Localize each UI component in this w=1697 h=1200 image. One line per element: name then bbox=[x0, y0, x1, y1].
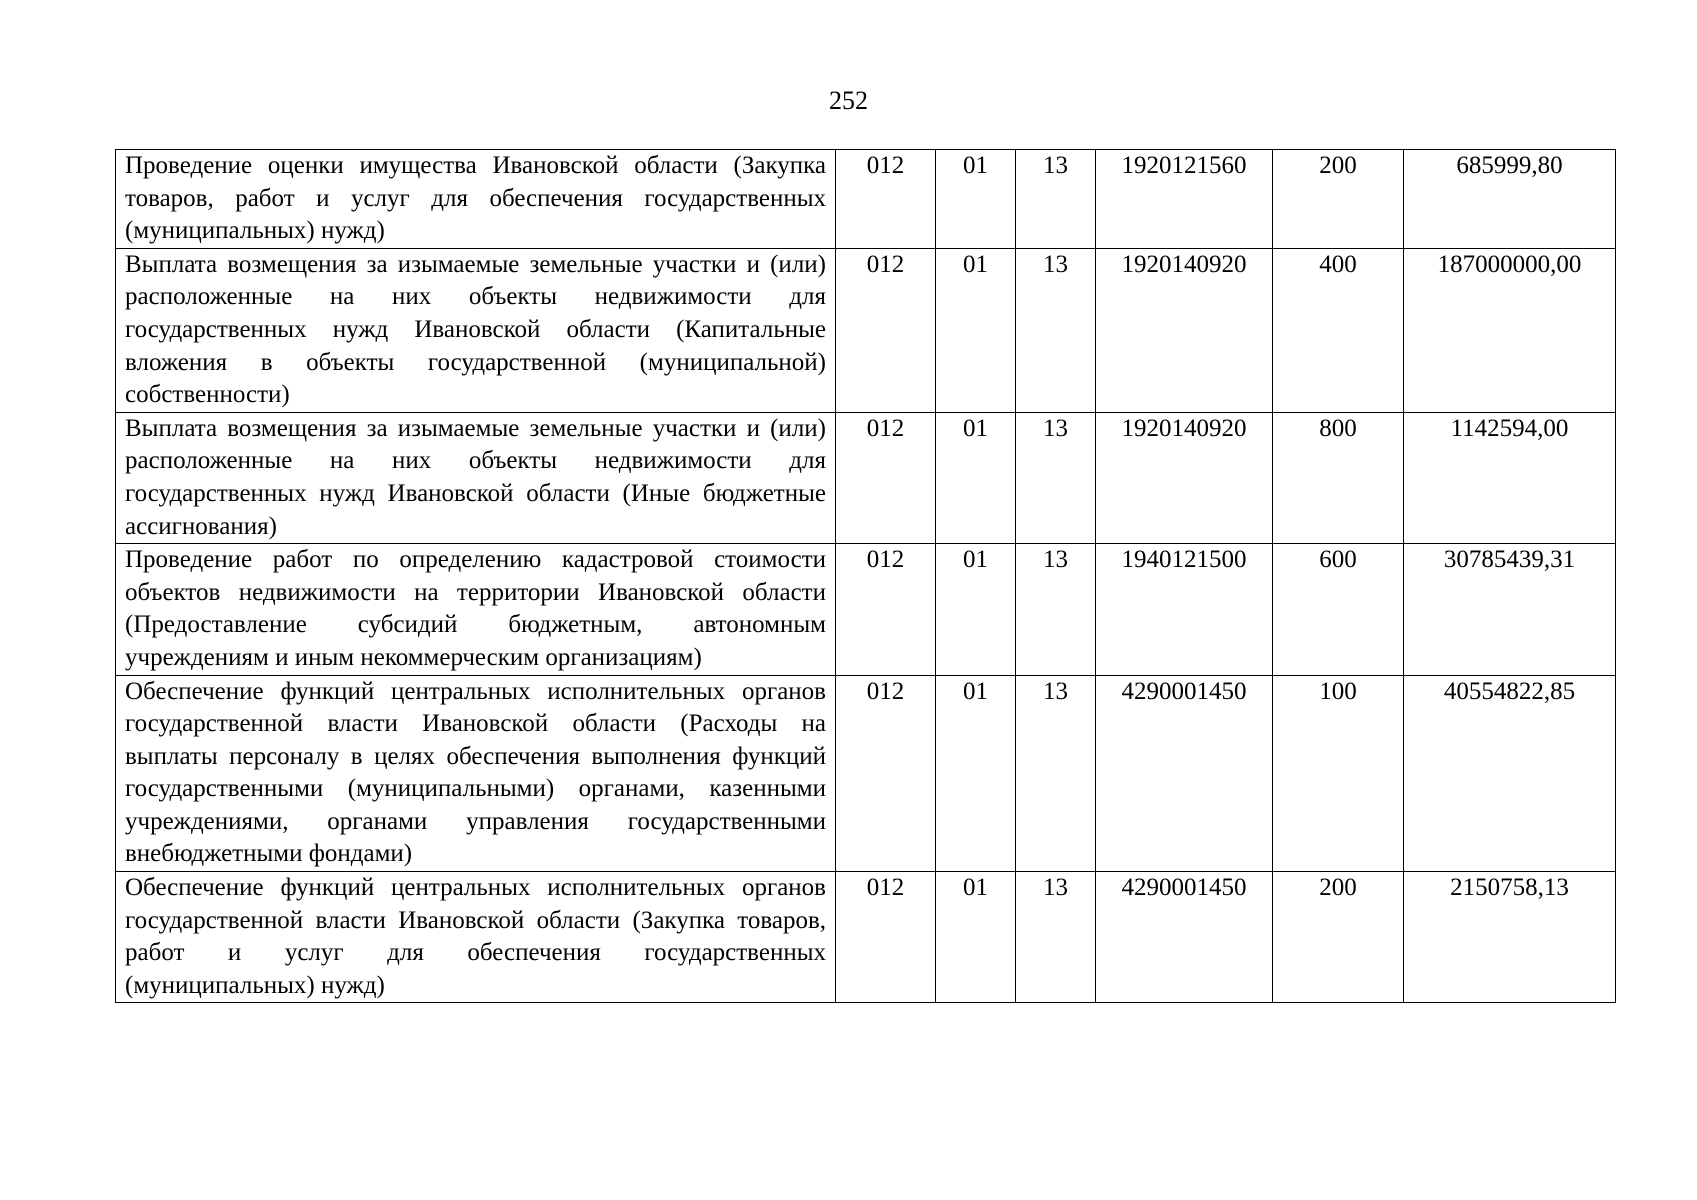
row-target-article: 4290001450 bbox=[1096, 872, 1273, 1003]
row-description: Обеспечение функций центральных исполнительных органов государственной власти Ивановской области (Закупка товаров, работ и услуг для обеспечения государственных (муниципальных) нужд) bbox=[116, 872, 836, 1003]
row-amount: 187000000,00 bbox=[1404, 248, 1616, 412]
table-row bbox=[116, 675, 1616, 872]
row-target-article: 1940121500 bbox=[1096, 544, 1273, 675]
budget-table-body bbox=[116, 150, 1616, 1003]
row-expense-type: 800 bbox=[1273, 412, 1404, 543]
page-number: 252 bbox=[829, 86, 868, 115]
row-section-code: 01 bbox=[936, 150, 1016, 249]
row-section-code: 01 bbox=[936, 675, 1016, 872]
row-expense-type: 200 bbox=[1273, 872, 1404, 1003]
row-section-code: 01 bbox=[936, 544, 1016, 675]
row-subsection-code: 13 bbox=[1016, 412, 1096, 543]
row-expense-type: 100 bbox=[1273, 675, 1404, 872]
row-target-article: 4290001450 bbox=[1096, 675, 1273, 872]
row-amount: 40554822,85 bbox=[1404, 675, 1616, 872]
row-subsection-code: 13 bbox=[1016, 544, 1096, 675]
row-amount: 685999,80 bbox=[1404, 150, 1616, 249]
row-description: Проведение оценки имущества Ивановской области (Закупка товаров, работ и услуг для обеспечения государственных (муниципальных) нужд) bbox=[116, 150, 836, 249]
row-description: Проведение работ по определению кадастровой стоимости объектов недвижимости на территории Ивановской области (Предоставление субсидий бюджетным, автономным учреждениям и иным некоммерческим организациям) bbox=[116, 544, 836, 675]
row-target-article: 1920140920 bbox=[1096, 248, 1273, 412]
row-ministry-code: 012 bbox=[836, 248, 936, 412]
table-row bbox=[116, 248, 1616, 412]
table-row bbox=[116, 544, 1616, 675]
budget-table bbox=[115, 149, 1616, 1003]
table-row bbox=[116, 872, 1616, 1003]
row-section-code: 01 bbox=[936, 248, 1016, 412]
row-ministry-code: 012 bbox=[836, 675, 936, 872]
row-description: Обеспечение функций центральных исполнительных органов государственной власти Ивановской области (Расходы на выплаты персоналу в целях обеспечения выполнения функций государственными (муниципальными) органами, казенными учреждениями, органами управления государственными внебюджетными фондами) bbox=[116, 675, 836, 872]
row-ministry-code: 012 bbox=[836, 412, 936, 543]
table-row bbox=[116, 412, 1616, 543]
row-expense-type: 600 bbox=[1273, 544, 1404, 675]
row-subsection-code: 13 bbox=[1016, 675, 1096, 872]
row-ministry-code: 012 bbox=[836, 150, 936, 249]
row-description: Выплата возмещения за изымаемые земельные участки и (или) расположенные на них объекты недвижимости для государственных нужд Ивановской области (Капитальные вложения в объекты государственной (муниципальной) собственности) bbox=[116, 248, 836, 412]
row-subsection-code: 13 bbox=[1016, 248, 1096, 412]
row-subsection-code: 13 bbox=[1016, 872, 1096, 1003]
row-amount: 2150758,13 bbox=[1404, 872, 1616, 1003]
row-target-article: 1920140920 bbox=[1096, 412, 1273, 543]
row-amount: 1142594,00 bbox=[1404, 412, 1616, 543]
row-description: Выплата возмещения за изымаемые земельные участки и (или) расположенные на них объекты недвижимости для государственных нужд Ивановской области (Иные бюджетные ассигнования) bbox=[116, 412, 836, 543]
row-section-code: 01 bbox=[936, 412, 1016, 543]
row-section-code: 01 bbox=[936, 872, 1016, 1003]
row-ministry-code: 012 bbox=[836, 872, 936, 1003]
row-expense-type: 400 bbox=[1273, 248, 1404, 412]
row-amount: 30785439,31 bbox=[1404, 544, 1616, 675]
row-subsection-code: 13 bbox=[1016, 150, 1096, 249]
row-ministry-code: 012 bbox=[836, 544, 936, 675]
table-row bbox=[116, 150, 1616, 249]
row-expense-type: 200 bbox=[1273, 150, 1404, 249]
row-target-article: 1920121560 bbox=[1096, 150, 1273, 249]
